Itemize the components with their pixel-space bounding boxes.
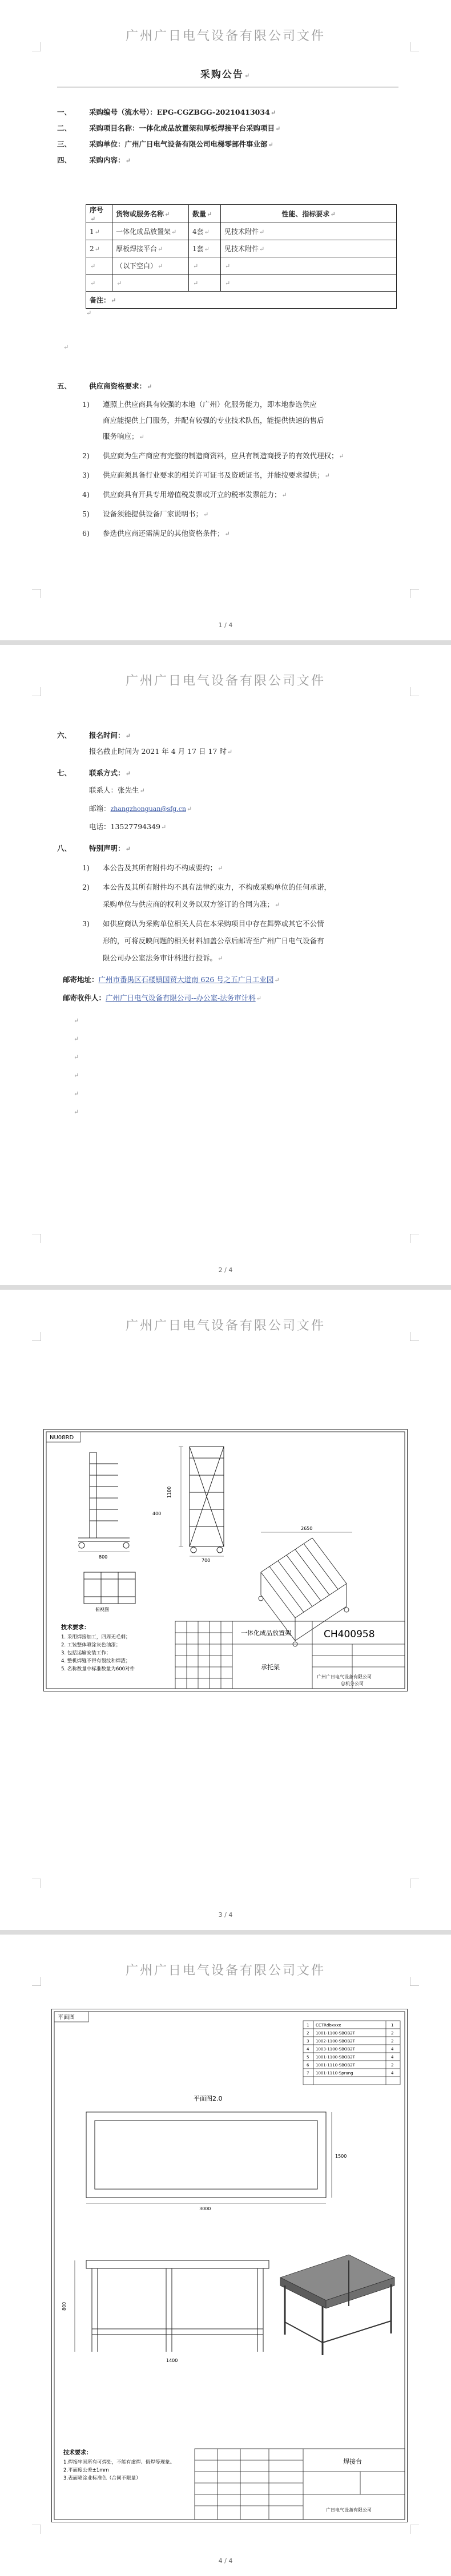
- deadline-text: 报名截止时间为 2021 年 4 月 17 日 17 时↵: [89, 747, 233, 756]
- svg-text:CCTRdbxxxx: CCTRdbxxxx: [316, 2023, 341, 2028]
- svg-text:7: 7: [307, 2071, 309, 2076]
- svg-text:4: 4: [391, 2071, 394, 2076]
- svg-text:1500: 1500: [335, 2154, 347, 2159]
- table-remark-row: 备注：↵: [86, 292, 397, 309]
- page-number: 4 / 4: [218, 2557, 233, 2565]
- svg-text:2: 2: [307, 2031, 309, 2036]
- svg-text:5. 名称数量中标准数量为600对件: 5. 名称数量中标准数量为600对件: [61, 1666, 135, 1672]
- svg-text:2: 2: [391, 2031, 394, 2036]
- qual-item-2: 2): [82, 451, 90, 460]
- svg-text:2: 2: [391, 2039, 394, 2044]
- section-4: 四、 采购内容：↵: [57, 156, 131, 164]
- engineering-drawing-platform: [51, 2009, 408, 2522]
- svg-text:3000: 3000: [199, 2206, 211, 2211]
- section-3: 三、 采购单位：广州广日电气设备有限公司电梯零部件事业部↵: [57, 140, 273, 148]
- qualification-heading: 五、 供应商资格要求：↵: [57, 382, 152, 390]
- svg-text:2: 2: [391, 2063, 394, 2068]
- svg-text:4. 整机焊缝不得有裂纹和焊渣；: 4. 整机焊缝不得有裂纹和焊渣；: [61, 1658, 131, 1664]
- svg-text:1.焊接牢固所有可焊处，不能有虚焊、假焊等现象。: 1.焊接牢固所有可焊处，不能有虚焊、假焊等现象。: [63, 2460, 175, 2465]
- svg-text:1100: 1100: [167, 1486, 172, 1498]
- contact-email: 邮箱：zhangzhonguan@sfg.cn↵: [89, 804, 192, 813]
- drawing-number: CH400958: [324, 1629, 375, 1640]
- svg-text:1001-1110-SBOB2T: 1001-1110-SBOB2T: [316, 2063, 355, 2068]
- svg-text:1001-1100-SBOB2T: 1001-1100-SBOB2T: [316, 2055, 355, 2060]
- svg-text:700: 700: [202, 1558, 211, 1563]
- svg-text:1002-1100-SBOB2T: 1002-1100-SBOB2T: [316, 2039, 355, 2044]
- svg-text:4: 4: [307, 2047, 309, 2052]
- table-row: ↵ （以下空白）↵ ↵ ↵: [86, 257, 397, 274]
- svg-text:1: 1: [391, 2023, 394, 2028]
- table-row: 2↵ 厚板焊接平台↵ 1套↵ 见技术附件↵: [86, 240, 397, 257]
- mail-address: 邮寄地址：广州市番禺区石楼镇国贸大道南 626 号之五广日工业园↵: [63, 975, 280, 984]
- svg-text:1001-1100-SBOB2T: 1001-1100-SBOB2T: [316, 2031, 355, 2036]
- section-2: 二、 采购项目名称：一体化成品放置架和厚板焊接平台采购项目↵: [57, 124, 281, 132]
- qual-item-3: 3): [82, 471, 90, 479]
- svg-text:3: 3: [307, 2039, 309, 2044]
- header-watermark: 广州广日电气设备有限公司文件: [125, 674, 325, 688]
- svg-text:2. 工装整体喷涂灰色油漆；: 2. 工装整体喷涂灰色油漆；: [61, 1642, 121, 1648]
- svg-text:3. 包括运输安装工作；: 3. 包括运输安装工作；: [61, 1650, 111, 1656]
- qual-item-4: 4): [82, 490, 90, 499]
- page-number: 3 / 4: [218, 1911, 233, 1919]
- svg-text:总机分公司: 总机分公司: [341, 1681, 364, 1686]
- drawing-code: 平面图: [58, 2014, 75, 2021]
- header-watermark: 广州广日电气设备有限公司文件: [125, 1964, 325, 1978]
- table-row: ↵ ↵ ↵ ↵: [86, 274, 397, 292]
- svg-text:800: 800: [99, 1555, 108, 1560]
- qual-item-6: 6): [82, 529, 90, 538]
- svg-text:平面图2.0: 平面图2.0: [194, 2095, 223, 2102]
- page-3: [0, 1290, 451, 1930]
- svg-text:6: 6: [307, 2063, 309, 2068]
- header-watermark: 广州广日电气设备有限公司文件: [125, 1319, 325, 1333]
- tech-title: 技术要求：: [61, 1625, 90, 1631]
- svg-text:5: 5: [307, 2055, 309, 2060]
- svg-text:1001-1110-Sprang: 1001-1110-Sprang: [316, 2071, 353, 2076]
- contact-person: 联系人：张先生↵: [89, 786, 145, 794]
- svg-text:400: 400: [152, 1511, 162, 1516]
- special-heading: 八、 特别声明：↵: [57, 844, 131, 853]
- deadline-heading: 六、 报名时间：↵: [57, 731, 131, 740]
- svg-text:广州广日电气设备有限公司: 广州广日电气设备有限公司: [317, 1674, 372, 1679]
- svg-text:1. 采用焊接加工，四周无毛刺；: 1. 采用焊接加工，四周无毛刺；: [61, 1634, 131, 1640]
- tech-title: 技术要求：: [63, 2450, 92, 2456]
- svg-text:1003-1100-SBOB2T: 1003-1100-SBOB2T: [316, 2047, 355, 2052]
- page-4: [0, 1935, 451, 2576]
- svg-text:3.表面喷涂业标准色（合同不限量）: 3.表面喷涂业标准色（合同不限量）: [63, 2476, 141, 2481]
- contact-heading: 七、 联系方式：↵: [57, 769, 131, 777]
- svg-text:4: 4: [391, 2047, 394, 2052]
- page-number: 1 / 4: [218, 621, 233, 629]
- qual-item-5: 5): [82, 510, 90, 518]
- page-1: 广州广日电气设备有限公司文件 采购公告↵ 一、 采购编号（流水号）：EPG-CGZBGG-20210413034↵ 二、 采购项目名称：一体化成品放置架和厚板焊接平台采购项目↵ 三、 采购单位：广州广日电气设备有限公司电梯零部件事业部↵ 四、 采购内容：↵ 序号↵ 货物或服务名称↵ 数量↵ 性能、指标要求↵ 1↵ 一体化成品放置架↵ 4套↵ 见技术附件↵ 2↵ 厚板焊接平台↵ 1套↵ 见技术附件↵ ↵ （以下空白）↵ ↵ ↵ ↵ ↵ ↵ ↵ 备注：↵ ↵ ↵ 五、 供应商资格要求：↵ 1) 遵照上供应商具有较强的本地（广州）化服务能力，即本地参选供应 商应能提供上门服务，并配有较强的专业技术队伍，能提供快速的售后 服务响应；↵ 2) 供应商为生产商应有完整的制造商资料，应具有制造商授予的有效代理权；↵ 3) 供应商须具备行业要求的相关许可证书及资质证书，并能按要求提供；↵ 4) 供应商具有开具专用增值税发票或开立的税率发票能力；↵ 5) 设备须能提供设备厂家说明书；↵ 6) 参选供应商还需满足的其他资格条件；↵ 1 / 4: [0, 0, 451, 640]
- items-table: [86, 204, 397, 309]
- svg-text:1400: 1400: [166, 2358, 178, 2363]
- svg-text:4: 4: [391, 2055, 394, 2060]
- page-number: 2 / 4: [218, 1266, 233, 1274]
- svg-text:承托架: 承托架: [261, 1664, 280, 1671]
- section-1: 一、 采购编号（流水号）：EPG-CGZBGG-20210413034↵: [57, 108, 276, 116]
- svg-text:2.平面度公差±1mm: 2.平面度公差±1mm: [63, 2468, 109, 2473]
- special-item-2: 2): [82, 883, 90, 891]
- table-header-row: 序号↵ 货物或服务名称↵ 数量↵ 性能、指标要求↵: [86, 205, 397, 223]
- svg-text:广日电气设备有限公司: 广日电气设备有限公司: [326, 2508, 372, 2513]
- contact-phone: 电话：13527794349↵: [89, 822, 167, 831]
- part-name: 焊接台: [343, 2458, 362, 2465]
- page-2: 广州广日电气设备有限公司文件 六、 报名时间：↵ 报名截止时间为 2021 年 4 月 17 日 17 时↵ 七、 联系方式：↵ 联系人：张先生↵ 邮箱：zhangzhonguan@sfg.cn↵ 电话：13527794349↵ 八、 特别声明：↵ 1) 本公告及其所有附件均不构成要约；↵ 2) 本公告及其所有附件均不具有法律约束力，不构成采购单位的任何承诺， 采购单位与供应商的权利义务以双方签订的合同为准；↵ 3) 如供应商认为采购单位相关人员在本采购项目中存在舞弊或其它不公情 形的，可将反映问题的相关材料加盖公章后邮寄至广州广日电气设备有 限公司办公室法务审计科进行投诉。↵ 邮寄地址：广州市番禺区石楼镇国贸大道南 626 号之五广日工业园↵ 邮寄收件人：广州广日电气设备有限公司--办公室-法务审计科↵ ↵ ↵ ↵ ↵ ↵ ↵ 2 / 4: [0, 645, 451, 1285]
- engineering-drawing-rack: [43, 1429, 408, 1691]
- email-link[interactable]: zhangzhonguan@sfg.cn: [110, 805, 186, 813]
- svg-text:1: 1: [307, 2023, 309, 2028]
- special-item-3: 3): [82, 919, 90, 928]
- notice-title: 采购公告↵: [200, 69, 251, 80]
- header-watermark: 广州广日电气设备有限公司文件: [125, 29, 325, 43]
- qual-item-1: 1): [82, 400, 90, 409]
- drawing-code: NU08RD: [50, 1435, 74, 1441]
- svg-text:2650: 2650: [301, 1526, 313, 1531]
- svg-text:俯视图: 俯视图: [95, 1607, 109, 1612]
- part-name: 一体化成品放置架: [241, 1629, 291, 1637]
- mail-recipient: 邮寄收件人：广州广日电气设备有限公司--办公室-法务审计科↵: [63, 994, 261, 1002]
- svg-text:800: 800: [62, 2302, 67, 2311]
- table-row: 1↵ 一体化成品放置架↵ 4套↵ 见技术附件↵: [86, 223, 397, 240]
- special-item-1: 1): [82, 863, 90, 872]
